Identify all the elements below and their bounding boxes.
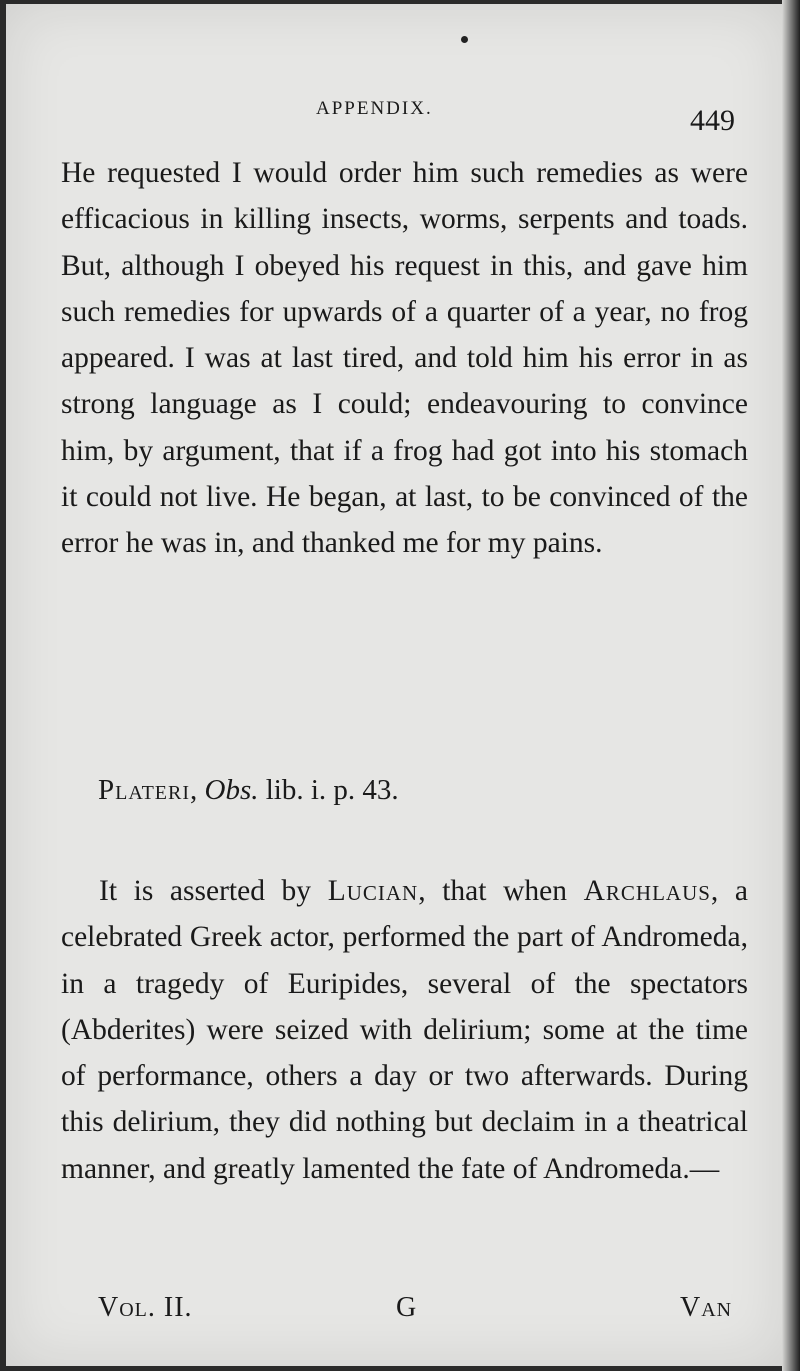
- paragraph-2: [61, 868, 748, 1192]
- page-edge-shadow: [782, 0, 800, 1371]
- citation: Plateri, Obs. lib. i. p. 43.: [98, 774, 399, 806]
- book-page: [6, 4, 784, 1366]
- footer-catchword: Van: [680, 1292, 733, 1323]
- citation-work: Obs.: [204, 774, 259, 806]
- page-dot-mark: [461, 36, 468, 43]
- paragraph-2-after: , a celebrated Greek actor, performed the part of Andromeda, in a tragedy of Euripides, several of the spectators (Abderites) were seized with delirium; some at the time of performance, others a day or two afterwards. During this delirium, they did nothing but declaim in a theatrical manner, and greatly lamented the fate of Andromeda.—: [61, 875, 749, 1185]
- citation-rest: lib. i. p. 43.: [265, 774, 399, 806]
- footer-signature: G: [396, 1292, 417, 1323]
- page-number: 449: [690, 104, 735, 137]
- paragraph-2-before: It is asserted by: [99, 875, 312, 907]
- running-head: APPENDIX.: [316, 98, 433, 119]
- paragraph-2-middle: , that when: [418, 875, 567, 907]
- footer-volume: Vol. II.: [98, 1292, 193, 1323]
- name-archlaus: Archlaus: [583, 875, 711, 907]
- name-lucian: Lucian: [327, 875, 419, 907]
- paragraph-1: He requested I would order him such remedies as were efficacious in killing insects, worms, serpents and toads. But, although I obeyed his request in this, and gave him such remedies for upwards of a quarter of a year, no frog appeared. I was at last tired, and told him his error in as strong language as I could; endeavouring to convince him, by argument, that if a frog had got into his stomach it could not live. He began, at last, to be convinced of the error he was in, and thanked me for my pains.: [61, 157, 748, 560]
- citation-author: Plateri: [98, 774, 191, 806]
